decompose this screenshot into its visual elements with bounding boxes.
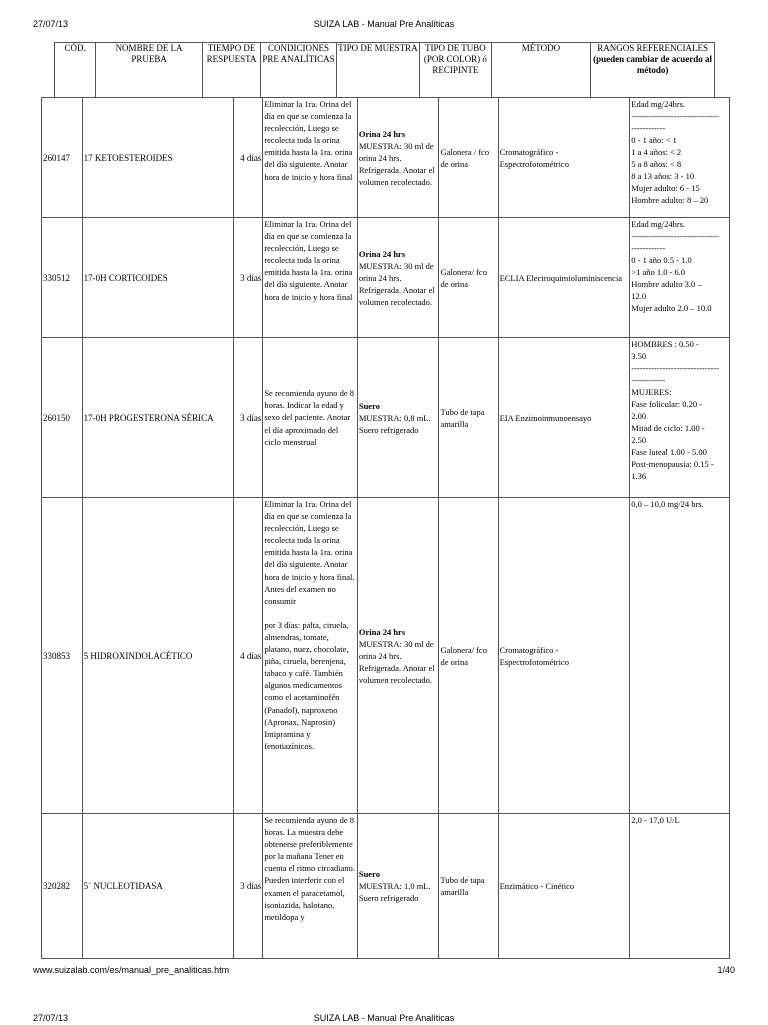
range-line: -------------------------------	[631, 231, 720, 241]
row-method: EIA Enzimoinmunoensayo	[498, 338, 630, 498]
range-line: 1.36	[631, 471, 647, 481]
row-conditions: Se recomienda ayuno de 8 horas. La muestra debe obtenerse preferiblemente por la mañana Tener en cuenta el ritmo circadiano. Pueden interferir con el examen el paracetamol, isoniazida, halotano, metildopa y	[263, 814, 358, 959]
col-header-tiempo: TIEMPO DE RESPUESTA	[202, 43, 260, 98]
range-line: ------------	[631, 243, 666, 253]
page-number: 1/40	[717, 965, 735, 975]
row-method: Cromatográfico - Espectrofotométrico	[498, 98, 630, 218]
range-line: Hombre adulto: 8 – 20	[631, 195, 709, 205]
range-line: 12.0	[631, 291, 647, 301]
row-sample-type	[357, 218, 439, 338]
conditions-part-2: por 3 días: palta, ciruela, almendras, tomate, platano, nuez, chocolate, piña, ciruela, berenjena, tabaco y café. También algunos medicamentos como el acetaminofén (Panadol), naproxeno (Apronax, Naprosin) Imipramina y fenotiazínicos.	[264, 619, 349, 751]
row-method: Cromatográfico - Espectrofotométrico	[498, 498, 630, 814]
sample-type-body: MUESTRA: 30 ml de orina 24 hrs. Refrigerada. Anotar el volumen recolectado.	[358, 260, 435, 307]
row-tube-type: Galonera / fco de orina	[439, 98, 498, 218]
col-header-metodo: MÉTODO	[491, 43, 591, 98]
range-line: Mujer adulto 2.0 – 10.0	[631, 303, 712, 313]
sample-type-head: Orina 24 hrs	[358, 248, 406, 259]
tests-table	[41, 97, 730, 959]
page-footer	[0, 963, 768, 977]
range-line: ------------	[631, 375, 666, 385]
row-test-name: 5´ NUCLEOTIDASA	[82, 814, 233, 959]
header-date: 27/07/13	[33, 19, 69, 29]
table-row	[42, 98, 730, 218]
row-ranges	[630, 98, 730, 218]
row-response-time: 3 días	[233, 814, 263, 959]
sample-type-body: MUESTRA: 0,8 mL. Suero refrigerado	[358, 412, 431, 435]
row-code: 320282	[42, 814, 83, 959]
col-header-cod: CÓD.	[55, 43, 96, 98]
footer-url-link[interactable]: www.suizalab.com/es/manual_pre_analiticas.htm	[33, 965, 230, 975]
row-test-name: 5 HIDROXINDOLACÉTICO	[82, 498, 233, 814]
row-response-time: 4 días	[233, 498, 263, 814]
range-line: HOMBRES : 0.50 -	[631, 339, 699, 349]
row-conditions: Se recomienda ayuno de 8 horas. Indicar la edad y sexo del paciente. Anotar el día aproximado del ciclo menstrual	[263, 338, 358, 498]
row-sample-type	[357, 338, 439, 498]
range-line: >1 año 1.0 - 6.0	[631, 267, 686, 277]
table-row	[42, 814, 730, 959]
row-response-time: 4 días	[233, 98, 263, 218]
row-tube-type: Galonera/ fco de orina	[439, 218, 498, 338]
range-line: 3.50	[631, 351, 647, 361]
range-line: Edad mg/24hrs.	[631, 219, 686, 229]
range-line: 0 - 1 año 0.5 - 1.0	[631, 255, 692, 265]
table-row	[42, 498, 730, 814]
page-header	[0, 17, 768, 31]
row-ranges	[630, 814, 730, 959]
range-line: 0,0 – 10,0 mg/24 hrs.	[631, 499, 704, 509]
range-line: Fase luteal 1.00 - 5.00	[631, 447, 707, 457]
col-header-condiciones: CONDICIONES PRE ANALÍTICAS	[261, 43, 336, 98]
row-ranges	[630, 218, 730, 338]
range-line: Hombre adulto 3.0 –	[631, 279, 702, 289]
conditions-part-1: Eliminar la 1ra. Orina del día en que se comienza la recolección, Luego se recolecta toda la orina emitida hasta la 1ra. orina del día siguiente. Anotar hora de inicio y hora final. Antes del examen no consumir	[264, 499, 355, 606]
row-code: 330853	[42, 498, 83, 814]
range-line: 2.00	[631, 411, 647, 421]
range-line: Mitad de ciclo: 1.00 -	[631, 423, 705, 433]
col-header-tipo-tubo: TIPO DE TUBO (POR COLOR) ó RECIPINTE	[420, 43, 491, 98]
header-title: SUIZA LAB - Manual Pre Analíticas	[313, 19, 455, 29]
range-line: 2,0 - 17,0 U/L	[631, 815, 680, 825]
row-sample-type	[357, 814, 439, 959]
row-ranges	[630, 338, 730, 498]
range-line: 0 - 1 año: < 1	[631, 135, 677, 145]
range-line: MUJERES:	[631, 387, 672, 397]
row-response-time: 3 días	[233, 218, 263, 338]
row-response-time: 3 días	[233, 338, 263, 498]
row-conditions: Eliminar la 1ra. Orina del día en que se comienza la recolección, Luego se recolecta toda la orina emitida hasta la 1ra. orina del día siguiente. Anotar hora de inicio y hora final	[263, 218, 358, 338]
row-conditions	[263, 498, 358, 814]
sample-type-head: Orina 24 hrs	[358, 626, 406, 637]
rangos-title: RANGOS REFERENCIALES	[597, 43, 708, 53]
row-conditions: Eliminar la 1ra. Orina del día en que se comienza la recolección, Luego se recolecta toda la orina emitida hasta la 1ra. orina del día siguiente. Anotar hora de inicio y hora final	[263, 98, 358, 218]
row-test-name: 17 KETOESTEROIDES	[82, 98, 233, 218]
sample-type-head: Orina 24 hrs	[358, 128, 406, 139]
col-header-tipo-muestra: TIPO DE MUESTRA	[336, 43, 420, 98]
sample-type-body: MUESTRA: 1,0 mL. Suero refrigerado	[358, 881, 431, 903]
row-method: ECLIA Electroquimioluminiscencia	[498, 218, 630, 338]
rangos-note: (pueden cambiar de acuerdo al método)	[593, 54, 713, 75]
sample-type-body: MUESTRA: 30 ml de orina 24 hrs. Refrigerada. Anotar el volumen recolectado.	[358, 638, 435, 685]
col-header-rangos	[591, 43, 715, 98]
row-tube-type: Tubo de tapa amarilla	[439, 338, 498, 498]
next-header-title: SUIZA LAB - Manual Pre Analíticas	[313, 1013, 455, 1023]
row-ranges	[630, 498, 730, 814]
row-tube-type: Tubo de tapa amarilla	[439, 814, 498, 959]
row-test-name: 17-0H PROGESTERONA SÉRICA	[82, 338, 233, 498]
range-line: -------------------------------	[631, 111, 720, 121]
sample-type-body: MUESTRA: 30 ml de orina 24 hrs. Refrigerada. Anotar el volumen recolectado.	[358, 140, 435, 187]
row-tube-type: Galonera/ fco de orina	[439, 498, 498, 814]
range-line: Post-menopausia: 0.15 -	[631, 459, 714, 469]
sample-type-head: Suero	[358, 400, 380, 411]
col-header-nombre: NOMBRE DE LA PRUEBA	[96, 43, 203, 98]
row-code: 330512	[42, 218, 83, 338]
next-page-header	[0, 1011, 768, 1025]
row-sample-type	[357, 498, 439, 814]
range-line: Fase folicular: 0.20 -	[631, 399, 703, 409]
range-line: 5 a 8 años: < 8	[631, 159, 682, 169]
row-code: 260150	[42, 338, 83, 498]
next-header-date: 27/07/13	[33, 1013, 69, 1023]
range-line: -------------------------------	[631, 363, 720, 373]
row-code: 260147	[42, 98, 83, 218]
table-row	[42, 338, 730, 498]
range-line: 2.50	[631, 435, 647, 445]
range-line: ------------	[631, 123, 666, 133]
row-sample-type	[357, 98, 439, 218]
table-row	[42, 218, 730, 338]
row-method: Enzimático - Cinético	[498, 814, 630, 959]
range-line: Mujer adulto: 6 - 15	[631, 183, 700, 193]
column-header-table	[54, 42, 715, 98]
range-line: 1 a 4 años: < 2	[631, 147, 682, 157]
row-test-name: 17-0H CORTICOIDES	[82, 218, 233, 338]
range-line: Edad mg/24hrs.	[631, 99, 686, 109]
range-line: 8 a 13 años: 3 - 10	[631, 171, 695, 181]
sample-type-head: Suero	[358, 869, 380, 879]
